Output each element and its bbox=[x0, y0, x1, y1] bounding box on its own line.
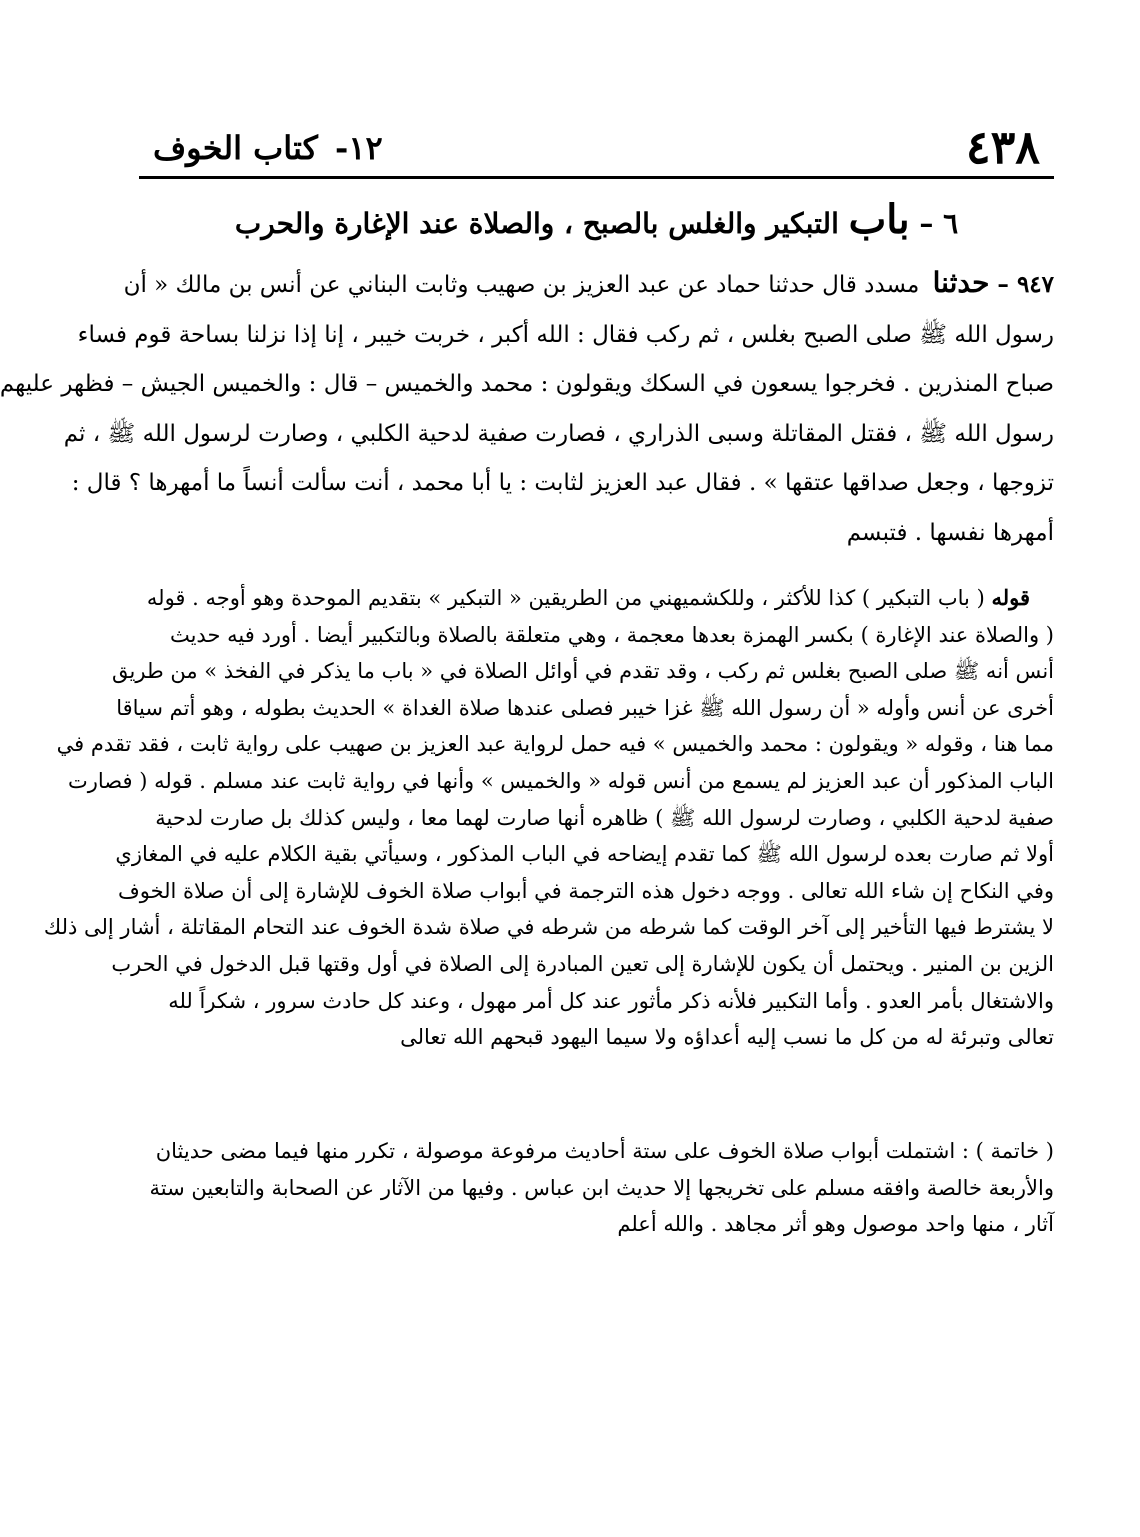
bab-heading bbox=[139, 196, 1054, 248]
haddathana-word: حدثنا bbox=[932, 266, 990, 299]
page-number: ٤٣٨ bbox=[965, 120, 1040, 174]
hadith-line: رسول الله ﷺ صلى الصبح بغلس ، ثم ركب فقال : الله أكبر ، خربت خيبر ، إنا إذا نزلنا بساحة قوم فساء bbox=[77, 321, 1054, 348]
conclusion-line: والأربعة خالصة وافقه مسلم على تخريجها إلا حديث ابن عباس . وفيها من الآثار عن الصحابة والتابعين ستة bbox=[149, 1175, 1054, 1200]
conclusion-text bbox=[139, 1133, 1054, 1243]
bab-number: ٦ – bbox=[919, 207, 959, 240]
commentary-line: الباب المذكور أن عبد العزيز لم يسمع من أنس قوله « والخميس » وأنها في رواية ثابت عند مسلم . قوله ( فصارت bbox=[67, 768, 1054, 793]
commentary-line: أنس أنه ﷺ صلى الصبح بغلس ثم ركب ، وقد تقدم في أوائل الصلاة في « باب ما يذكر في الفخذ » من طريق bbox=[112, 659, 1054, 684]
page-header bbox=[139, 118, 1054, 179]
commentary-line-text: ( باب التبكير ) كذا للأكثر ، وللكشميهني من الطريقين « التبكير » بتقديم الموحدة وهو أوجه . قوله bbox=[146, 586, 985, 610]
chapter-number: ١٢- bbox=[335, 129, 383, 167]
commentary-text bbox=[43, 580, 1054, 1056]
bab-title: التبكير والغلس بالصبح ، والصلاة عند الإغارة والحرب bbox=[234, 207, 839, 240]
chapter-title: كتاب الخوف bbox=[153, 129, 318, 167]
bab-word: باب bbox=[848, 196, 910, 243]
qawluhu-word: قوله bbox=[991, 585, 1030, 610]
hadith-line: أمهرها نفسها . فتبسم bbox=[846, 519, 1054, 546]
hadith-number: ٩٤٧ – bbox=[997, 271, 1054, 298]
hadith-text bbox=[0, 258, 1054, 558]
hadith-line-text: مسدد قال حدثنا حماد عن عبد العزيز بن صهيب وثابت البناني عن أنس بن مالك « أن bbox=[123, 272, 920, 298]
conclusion-line: ( خاتمة ) : اشتملت أبواب صلاة الخوف على ستة أحاديث مرفوعة موصولة ، تكرر منها فيما مضى حديثان bbox=[155, 1139, 1054, 1163]
commentary-line: أخرى عن أنس وأوله « أن رسول الله ﷺ غزا خيبر فصلى عندها صلاة الغداة » الحديث بطوله ، وهو أتم سياقا bbox=[116, 695, 1054, 720]
commentary-line: والاشتغال بأمر العدو . وأما التكبير فلأنه ذكر مأثور عند كل أمر مهول ، وعند كل حادث سرور ، شكراً لله bbox=[168, 988, 1054, 1013]
hadith-line bbox=[123, 258, 1054, 311]
commentary-line: وفي النكاح إن شاء الله تعالى . ووجه دخول هذه الترجمة في أبواب صلاة الخوف للإشارة إلى أن صلاة الخوف bbox=[117, 878, 1054, 903]
commentary-line: تعالى وتبرئة له من كل ما نسب إليه أعداؤه ولا سيما اليهود قبحهم الله تعالى bbox=[400, 1025, 1054, 1050]
commentary-line: ( والصلاة عند الإغارة ) بكسر الهمزة بعدها معجمة ، وهي متعلقة بالصلاة وبالتكبير أيضا . أورد فيه حديث bbox=[169, 622, 1054, 647]
hadith-line: رسول الله ﷺ ، فقتل المقاتلة وسبى الذراري ، فصارت صفية لدحية الكلبي ، وصارت لرسول الله ﷺ ، ثم bbox=[63, 420, 1054, 447]
commentary-line bbox=[139, 580, 1054, 617]
commentary-line: أولا ثم صارت بعده لرسول الله ﷺ كما تقدم إيضاحه في الباب المذكور ، وسيأتي بقية الكلام عليه في المغازي bbox=[115, 842, 1054, 867]
hadith-line: تزوجها ، وجعل صداقها عتقها » . فقال عبد العزيز لثابت : يا أبا محمد ، أنت سألت أنساً ما أمهرها ؟ قال : bbox=[71, 470, 1054, 496]
commentary-line: صفية لدحية الكلبي ، وصارت لرسول الله ﷺ ) ظاهره أنها صارت لهما معا ، وليس كذلك بل صارت لدحية bbox=[155, 805, 1054, 830]
commentary-line: مما هنا ، وقوله « ويقولون : محمد والخميس » فيه حمل لرواية عبد العزيز بن صهيب على رواية ثابت ، فقد تقدم في bbox=[56, 732, 1054, 757]
commentary-line: الزين بن المنير . ويحتمل أن يكون للإشارة إلى تعين المبادرة إلى الصلاة في أول وقتها قبل الدخول في الحرب bbox=[111, 951, 1054, 976]
hadith-line: صباح المنذرين . فخرجوا يسعون في السكك ويقولون : محمد والخميس – قال : والخميس الجيش – فظهر عليهم bbox=[0, 371, 1054, 397]
commentary-line: لا يشترط فيها التأخير إلى آخر الوقت كما شرطه من شرطه في صلاة شدة الخوف عند التحام المقاتلة ، أشار إلى ذلك bbox=[43, 915, 1054, 940]
running-chapter-title bbox=[153, 128, 383, 168]
conclusion-line: آثار ، منها واحد موصول وهو أثر مجاهد . والله أعلم bbox=[617, 1212, 1054, 1237]
